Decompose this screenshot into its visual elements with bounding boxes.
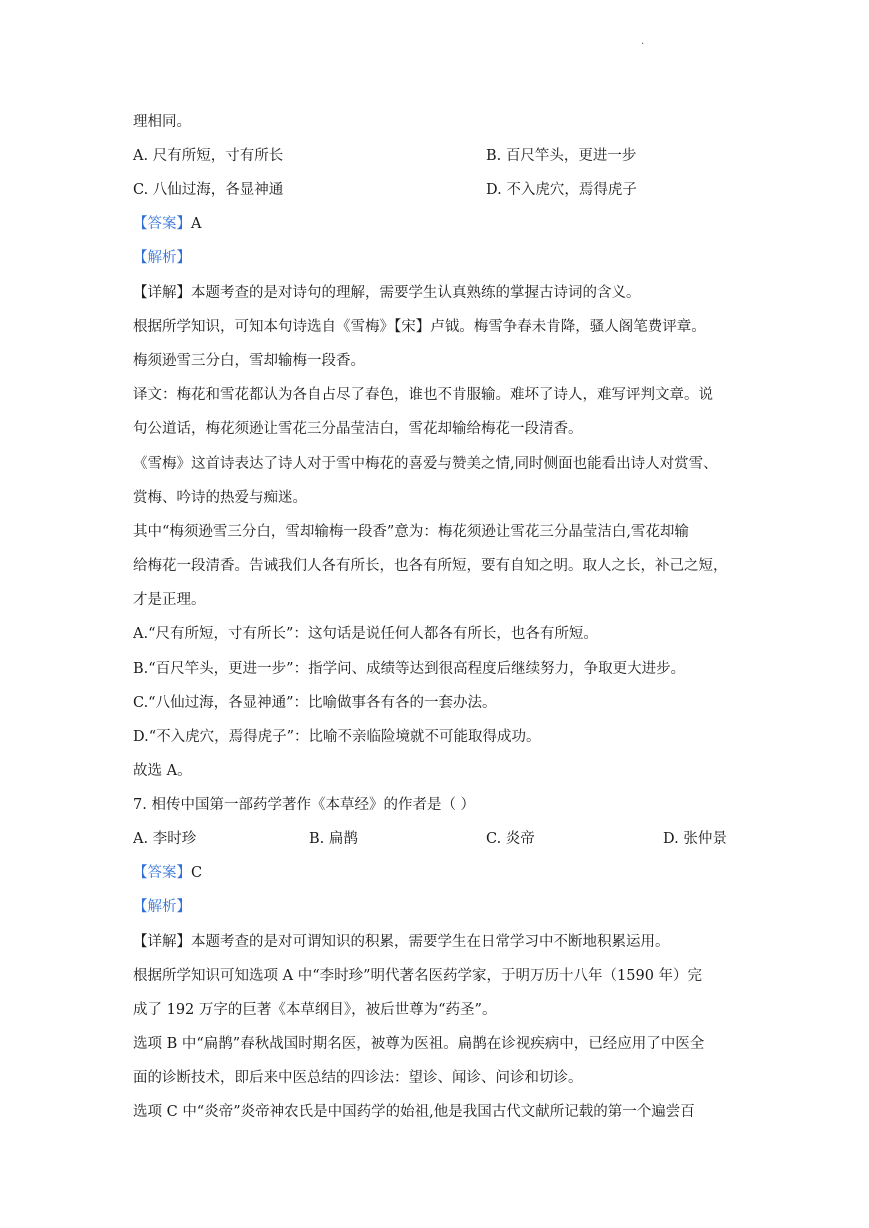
q7-detail-line: 选项 B 中“扁鹊”春秋战国时期名医，被尊为医祖。扁鹊在诊视疾病中，已经应用了中医全 [133,1036,705,1052]
q6-detail-line: 句公道话，梅花须逊让雪花三分晶莹洁白，雪花却输给梅花一段清香。 [133,421,583,437]
q6-detail-line: 才是正理。 [133,592,206,608]
q7-detail-line: 选项 C 中“炎帝”炎帝神农氏是中国药学的始祖,他是我国古代文献所记载的第一个遍尝百 [133,1104,695,1120]
q6-analysis-tag: 【解析】 [133,250,191,266]
answer-tag: 【答案】 [133,216,191,232]
q6-option-b: B. 百尺竿头，更进一步 [486,148,637,164]
answer-value: C [191,865,203,881]
page-mark: . [641,36,645,47]
q7-detail-line: 成了 192 万字的巨著《本草纲目》，被后世尊为“药圣”。 [133,1002,497,1018]
q6-detail-line: C.“八仙过海，各显神通”：比喻做事各有各的一套办法。 [133,695,497,711]
q7-option-b: B. 扁鹊 [309,831,358,847]
q6-detail-line: 给梅花一段清香。告诫我们人各有所长，也各有所短，要有自知之明。取人之长，补己之短， [133,558,728,574]
q6-detail-line: 根据所学知识，可知本句诗选自《雪梅》【宋】卢钺。梅雪争春未肯降，骚人阁笔费评章。 [133,319,706,335]
q6-option-a: A. 尺有所短，寸有所长 [133,148,284,164]
q6-detail-line: B.“百尺竿头，更进一步”：指学问、成绩等达到很高程度后继续努力，争取更大进步。 [133,661,686,677]
q6-answer [133,214,201,234]
q6-option-c: C. 八仙过海，各显神通 [133,182,284,198]
q7-detail-line: 根据所学知识可知选项 A 中“李时珍”明代著名医药学家，于明万历十八年（1590 年）完 [133,968,703,984]
q7-analysis-tag: 【解析】 [133,899,191,915]
q7-answer [133,863,202,883]
q7-question: 7. 相传中国第一部药学著作《本草经》的作者是（ ） [133,797,476,813]
q6-option-d: D. 不入虎穴，焉得虎子 [486,182,637,198]
q6-tail-text: 理相同。 [133,114,191,130]
q6-detail-line: D.“不入虎穴，焉得虎子”：比喻不亲临险境就不可能取得成功。 [133,729,541,745]
q7-detail-line: 面的诊断技术，即后来中医总结的四诊法：望诊、闻诊、问诊和切诊。 [133,1070,583,1086]
q6-detail-line: 【详解】本题考查的是对诗句的理解，需要学生认真熟练的掌握古诗词的含义。 [133,285,641,301]
q6-detail-line: 梅须逊雪三分白，雪却输梅一段香。 [133,353,365,369]
q6-detail-line: 《雪梅》这首诗表达了诗人对于雪中梅花的喜爱与赞美之情,同时侧面也能看出诗人对赏雪、 [133,456,718,472]
q6-detail-line: A.“尺有所短，寸有所长”：这句话是说任何人都各有所长，也各有所短。 [133,626,598,642]
q7-option-c: C. 炎帝 [486,831,535,847]
q6-detail-line: 故选 A。 [133,763,192,779]
answer-tag: 【答案】 [133,865,191,881]
q7-option-a: A. 李时珍 [133,831,197,847]
q6-detail-line: 译文：梅花和雪花都认为各自占尽了春色，谁也不肯服输。难坏了诗人，难写评判文章。说 [133,387,713,403]
answer-value: A [191,216,202,232]
q6-detail-line: 其中“梅须逊雪三分白，雪却输梅一段香”意为：梅花须逊让雪花三分晶莹洁白,雪花却输 [133,524,689,540]
q7-option-d: D. 张仲景 [663,831,727,847]
q6-detail-line: 赏梅、吟诗的热爱与痴迷。 [133,490,307,506]
q7-detail-line: 【详解】本题考查的是对可谓知识的积累，需要学生在日常学习中不断地积累运用。 [133,934,670,950]
